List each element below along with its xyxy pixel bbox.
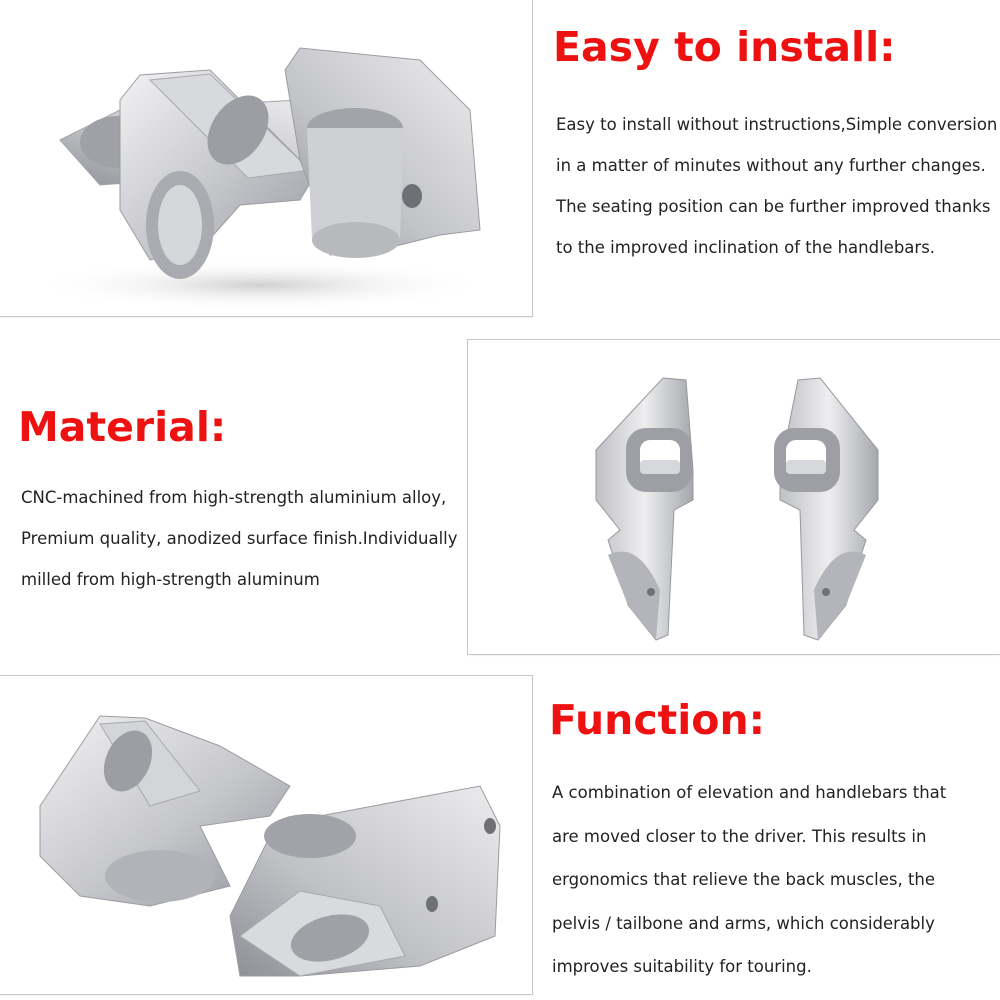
function-description bbox=[552, 771, 946, 989]
handlebar-riser-pair-photo bbox=[0, 0, 532, 316]
function-line-4: pelvis / tailbone and arms, which considerably bbox=[552, 913, 935, 933]
function-line-3: ergonomics that relieve the back muscles, the bbox=[552, 870, 936, 889]
install-description bbox=[556, 104, 997, 268]
handlebar-riser-angled-photo bbox=[0, 676, 532, 994]
function-heading: Function: bbox=[549, 696, 766, 744]
install-line-4: to the improved inclination of the handlebars. bbox=[556, 238, 936, 257]
install-line-2: in a matter of minutes without any further changes. bbox=[556, 156, 986, 175]
material-line-1: CNC-machined from high-strength aluminium alloy, bbox=[21, 488, 447, 507]
photo-panel-material bbox=[468, 340, 1000, 654]
material-line-3: milled from high-strength aluminum bbox=[21, 570, 320, 589]
photo-panel-install bbox=[0, 0, 532, 316]
handlebar-riser-front-view-photo bbox=[468, 340, 1000, 654]
material-description bbox=[21, 477, 458, 600]
function-line-1: A combination of elevation and handlebars that bbox=[552, 783, 947, 802]
photo-panel-function bbox=[0, 676, 532, 994]
function-line-5: improves suitability for touring. bbox=[552, 957, 812, 976]
install-line-1: Easy to install without instructions,Simple conversion bbox=[556, 115, 998, 134]
material-heading: Material: bbox=[18, 403, 227, 451]
install-heading: Easy to install: bbox=[553, 23, 896, 71]
function-line-2: are moved closer to the driver. This results in bbox=[552, 826, 927, 846]
install-line-3: The seating position can be further improved thanks bbox=[556, 197, 991, 216]
material-line-2: Premium quality, anodized surface finish.Individually bbox=[21, 529, 458, 548]
